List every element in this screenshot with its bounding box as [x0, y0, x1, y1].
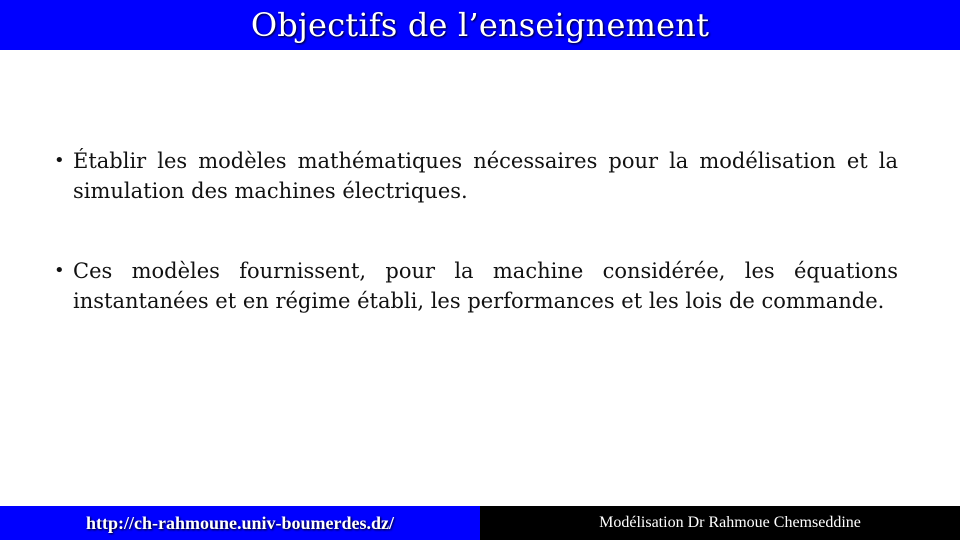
- bullet-dot: •: [54, 260, 65, 281]
- bullet-dot: •: [54, 150, 65, 171]
- slide-content: [54, 146, 898, 316]
- title-bar: [0, 0, 960, 50]
- footer-credit-text: Modélisation Dr Rahmoue Chemseddine: [599, 514, 861, 531]
- slide-title: Objectifs de l’enseignement: [250, 6, 710, 44]
- bullet-text: Ces modèles fournissent, pour la machine considérée, les équations instantanées et en régime établi, les performances et les lois de commande.: [73, 259, 898, 313]
- footer-url-link[interactable]: http://ch-rahmoune.univ-boumerdes.dz/: [85, 512, 395, 533]
- bullet-item: [54, 256, 898, 316]
- bullet-text: Établir les modèles mathématiques nécessaires pour la modélisation et la simulation des machines électriques.: [73, 149, 898, 203]
- footer-credit-bar: [480, 506, 960, 540]
- bullet-item: [54, 146, 898, 206]
- footer-link-bar: [0, 506, 480, 540]
